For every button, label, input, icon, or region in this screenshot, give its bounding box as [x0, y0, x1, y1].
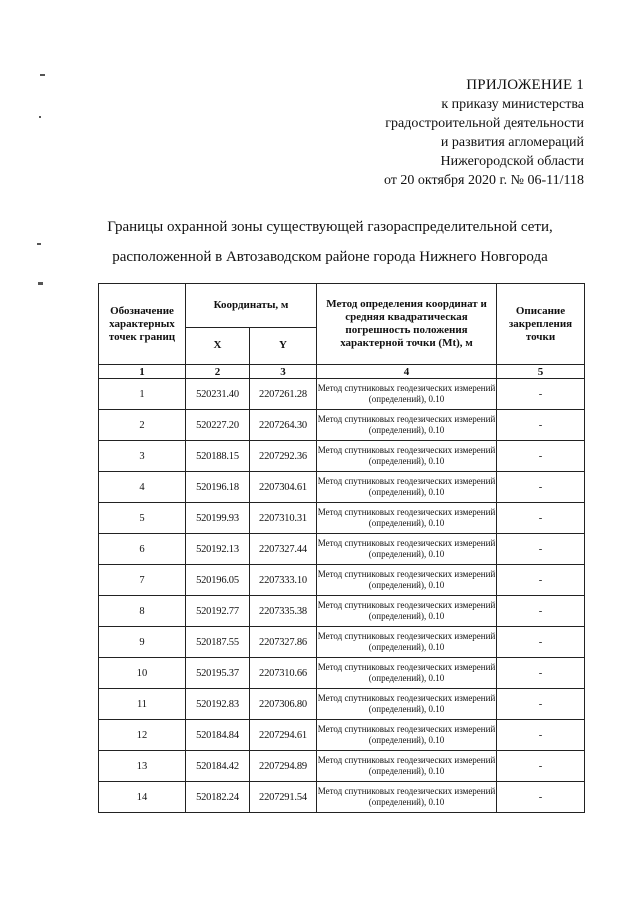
method-cell: Метод спутниковых геодезических измерений (определений), 0.10	[317, 565, 497, 596]
point-number: 14	[99, 782, 186, 813]
appendix-line: от 20 октября 2020 г. № 06-11/118	[383, 173, 584, 188]
point-number: 5	[99, 503, 186, 534]
x-coordinate: 520192.83	[186, 689, 250, 720]
y-coordinate: 2207294.61	[250, 720, 317, 751]
scan-speck	[39, 116, 41, 118]
description-cell: -	[497, 782, 585, 813]
method-cell: Метод спутниковых геодезических измерений (определений), 0.10	[317, 441, 497, 472]
point-number: 13	[99, 751, 186, 782]
description-cell: -	[497, 472, 585, 503]
scan-speck	[40, 74, 45, 76]
appendix-line: и развития агломераций	[440, 135, 584, 150]
y-coordinate: 2207327.86	[250, 627, 317, 658]
description-cell: -	[497, 720, 585, 751]
y-coordinate: 2207310.31	[250, 503, 317, 534]
x-coordinate: 520195.37	[186, 658, 250, 689]
description-cell: -	[497, 379, 585, 410]
x-coordinate: 520227.20	[186, 410, 250, 441]
x-coordinate: 520184.42	[186, 751, 250, 782]
point-number: 9	[99, 627, 186, 658]
method-cell: Метод спутниковых геодезических измерений (определений), 0.10	[317, 658, 497, 689]
method-cell: Метод спутниковых геодезических измерений (определений), 0.10	[317, 379, 497, 410]
table-row	[99, 410, 585, 441]
x-coordinate: 520196.18	[186, 472, 250, 503]
x-coordinate: 520182.24	[186, 782, 250, 813]
column-number: 1	[99, 365, 186, 379]
table-row	[99, 689, 585, 720]
x-coordinate: 520196.05	[186, 565, 250, 596]
point-number: 4	[99, 472, 186, 503]
description-cell: -	[497, 658, 585, 689]
point-number: 6	[99, 534, 186, 565]
column-number: 5	[497, 365, 585, 379]
table-header-row	[99, 284, 585, 328]
y-coordinate: 2207333.10	[250, 565, 317, 596]
y-coordinate: 2207335.38	[250, 596, 317, 627]
table-row	[99, 782, 585, 813]
method-cell: Метод спутниковых геодезических измерений (определений), 0.10	[317, 627, 497, 658]
x-coordinate: 520184.84	[186, 720, 250, 751]
table-row	[99, 503, 585, 534]
method-cell: Метод спутниковых геодезических измерений (определений), 0.10	[317, 596, 497, 627]
table-row	[99, 751, 585, 782]
point-number: 2	[99, 410, 186, 441]
document-title-line: Границы охранной зоны существующей газораспределительной сети,	[107, 219, 553, 235]
method-cell: Метод спутниковых геодезических измерений (определений), 0.10	[317, 720, 497, 751]
description-cell: -	[497, 627, 585, 658]
description-cell: -	[497, 689, 585, 720]
x-coordinate: 520188.15	[186, 441, 250, 472]
y-coordinate: 2207306.80	[250, 689, 317, 720]
appendix-line: Нижегородской области	[440, 154, 584, 169]
description-cell: -	[497, 596, 585, 627]
method-cell: Метод спутниковых геодезических измерений (определений), 0.10	[317, 782, 497, 813]
table-row	[99, 534, 585, 565]
y-coordinate: 2207310.66	[250, 658, 317, 689]
description-cell: -	[497, 441, 585, 472]
column-number: 3	[250, 365, 317, 379]
header-y: Y	[250, 327, 317, 364]
appendix-line: градостроительной деятельности	[385, 116, 584, 131]
description-cell: -	[497, 751, 585, 782]
description-cell: -	[497, 565, 585, 596]
column-number: 2	[186, 365, 250, 379]
method-cell: Метод спутниковых геодезических измерений (определений), 0.10	[317, 534, 497, 565]
document-title-line: расположенной в Автозаводском районе города Нижнего Новгорода	[112, 249, 548, 265]
table-row	[99, 379, 585, 410]
header-description: Описание закрепления точки	[497, 284, 585, 365]
point-number: 3	[99, 441, 186, 472]
table-row	[99, 596, 585, 627]
y-coordinate: 2207264.30	[250, 410, 317, 441]
x-coordinate: 520192.77	[186, 596, 250, 627]
y-coordinate: 2207304.61	[250, 472, 317, 503]
method-cell: Метод спутниковых геодезических измерений (определений), 0.10	[317, 689, 497, 720]
column-number-row	[99, 365, 585, 379]
table-row	[99, 720, 585, 751]
column-number: 4	[317, 365, 497, 379]
method-cell: Метод спутниковых геодезических измерений (определений), 0.10	[317, 751, 497, 782]
table-row	[99, 627, 585, 658]
appendix-title: ПРИЛОЖЕНИЕ 1	[466, 77, 584, 93]
table-row	[99, 658, 585, 689]
y-coordinate: 2207327.44	[250, 534, 317, 565]
header-coordinates: Координаты, м	[186, 284, 317, 328]
description-cell: -	[497, 410, 585, 441]
x-coordinate: 520199.93	[186, 503, 250, 534]
table-row	[99, 441, 585, 472]
y-coordinate: 2207292.36	[250, 441, 317, 472]
header-x: X	[186, 327, 250, 364]
y-coordinate: 2207261.28	[250, 379, 317, 410]
header-point: Обозначение характерных точек границ	[99, 284, 186, 365]
boundary-points-table	[98, 283, 585, 813]
point-number: 7	[99, 565, 186, 596]
scan-speck	[38, 282, 43, 285]
appendix-header	[384, 76, 584, 190]
point-number: 12	[99, 720, 186, 751]
table-row	[99, 472, 585, 503]
x-coordinate: 520231.40	[186, 379, 250, 410]
y-coordinate: 2207294.89	[250, 751, 317, 782]
document-title	[0, 212, 640, 272]
method-cell: Метод спутниковых геодезических измерений (определений), 0.10	[317, 472, 497, 503]
method-cell: Метод спутниковых геодезических измерений (определений), 0.10	[317, 503, 497, 534]
point-number: 11	[99, 689, 186, 720]
description-cell: -	[497, 534, 585, 565]
point-number: 1	[99, 379, 186, 410]
header-method: Метод определения координат и средняя квадратическая погрешность положения характерной точки (Mt), м	[317, 284, 497, 365]
table-row	[99, 565, 585, 596]
x-coordinate: 520192.13	[186, 534, 250, 565]
method-cell: Метод спутниковых геодезических измерений (определений), 0.10	[317, 410, 497, 441]
appendix-line: к приказу министерства	[441, 97, 584, 112]
point-number: 8	[99, 596, 186, 627]
point-number: 10	[99, 658, 186, 689]
x-coordinate: 520187.55	[186, 627, 250, 658]
description-cell: -	[497, 503, 585, 534]
y-coordinate: 2207291.54	[250, 782, 317, 813]
